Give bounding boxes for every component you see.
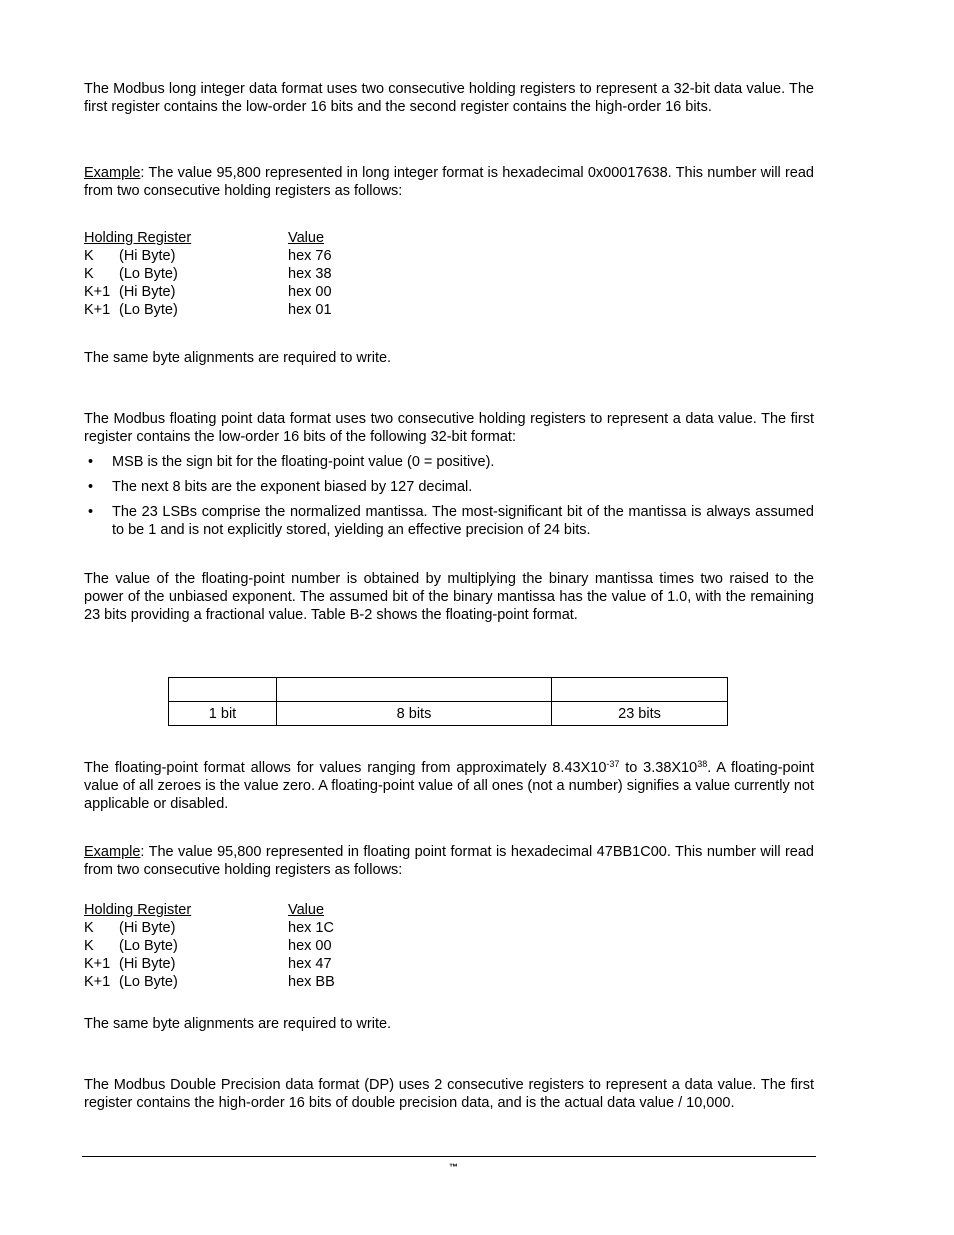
example-text: : The value 95,800 represented in floating point format is hexadecimal 47BB1C00. This number will read from two consecutive holding registers as follows: xyxy=(84,844,814,878)
table-header-cell xyxy=(169,678,277,702)
mantissa-bits-cell: 23 bits xyxy=(552,702,728,726)
floating-point-write-note: The same byte alignments are required to write. xyxy=(84,1016,392,1032)
table-header-cell xyxy=(552,678,728,702)
register-cell: K+1 xyxy=(84,302,111,318)
value-header: Value xyxy=(288,230,325,246)
long-integer-write-note: The same byte alignments are required to write. xyxy=(84,350,392,366)
byte-cell: (Lo Byte) xyxy=(119,974,178,990)
floating-point-range-text xyxy=(84,759,814,813)
trademark-symbol: ™ xyxy=(449,1162,458,1172)
list-item: • The next 8 bits are the exponent biased by 127 decimal. xyxy=(84,478,814,496)
byte-cell: (Hi Byte) xyxy=(119,920,176,936)
range-text-part1: The floating-point format allows for values ranging from approximately 8.43X10 xyxy=(84,760,607,776)
value-header: Value xyxy=(288,902,325,918)
register-cell: K xyxy=(84,248,94,264)
range-exponent-min: -37 xyxy=(606,759,620,769)
value-cell: hex 01 xyxy=(288,302,332,318)
byte-cell: (Hi Byte) xyxy=(119,284,176,300)
byte-cell: (Hi Byte) xyxy=(119,956,176,972)
range-text-part3: . A floating-point value of all zeroes is the value zero. A floating-point value of all ones (not a number) signifies a value currently not applicable or disabled. xyxy=(84,760,814,812)
holding-register-header: Holding Register xyxy=(84,902,192,918)
footer-divider xyxy=(82,1156,816,1157)
range-exponent-max: 38 xyxy=(697,759,708,769)
list-item: • The 23 LSBs comprise the normalized mantissa. The most-significant bit of the mantissa is always assumed to be 1 and is not explicitly stored, yielding an effective precision of 24 bits. xyxy=(84,503,814,539)
floating-point-format-table xyxy=(168,677,728,726)
example-label: Example xyxy=(84,165,141,181)
table-header-row xyxy=(169,678,728,702)
sign-bits-cell: 1 bit xyxy=(169,702,277,726)
byte-cell: (Lo Byte) xyxy=(119,266,178,282)
register-cell: K xyxy=(84,938,94,954)
value-cell: hex 47 xyxy=(288,956,332,972)
value-cell: hex 76 xyxy=(288,248,332,264)
value-cell: hex 38 xyxy=(288,266,332,282)
value-cell: hex 00 xyxy=(288,938,332,954)
floating-point-value-explanation: The value of the floating-point number is obtained by multiplying the binary mantissa times two raised to the power of the unbiased exponent. The assumed bit of the binary mantissa has the value of 1.0, with the remaining 23 bits providing a fractional value. Table B-2 shows the floating-point format. xyxy=(84,571,814,623)
example-label: Example xyxy=(84,844,141,860)
floating-point-intro: The Modbus floating point data format uses two consecutive holding registers to represent a data value. The first register contains the low-order 16 bits of the following 32-bit format: xyxy=(84,411,814,445)
byte-cell: (Hi Byte) xyxy=(119,248,176,264)
byte-cell: (Lo Byte) xyxy=(119,302,178,318)
value-cell: hex 00 xyxy=(288,284,332,300)
value-cell: hex BB xyxy=(288,974,335,990)
list-item: • MSB is the sign bit for the floating-point value (0 = positive). xyxy=(84,453,814,471)
long-integer-intro: The Modbus long integer data format uses two consecutive holding registers to represent a 32-bit data value. The first register contains the low-order 16 bits and the second register contains the high-order 16 bits. xyxy=(84,81,814,115)
table-row xyxy=(169,702,728,726)
floating-point-bullet-list xyxy=(84,453,814,546)
table-header-cell xyxy=(277,678,552,702)
register-cell: K+1 xyxy=(84,284,111,300)
example-text: : The value 95,800 represented in long integer format is hexadecimal 0x00017638. This number will read from two consecutive holding registers as follows: xyxy=(84,165,814,199)
long-integer-example xyxy=(84,164,814,200)
byte-cell: (Lo Byte) xyxy=(119,938,178,954)
double-precision-intro: The Modbus Double Precision data format (DP) uses 2 consecutive registers to represent a data value. The first register contains the high-order 16 bits of double precision data, and is the actual data value / 10,000. xyxy=(84,1077,814,1111)
exponent-bits-cell: 8 bits xyxy=(277,702,552,726)
register-cell: K xyxy=(84,266,94,282)
floating-point-example xyxy=(84,843,814,879)
value-cell: hex 1C xyxy=(288,920,334,936)
range-text-part2: to 3.38X10 xyxy=(619,760,698,776)
register-cell: K+1 xyxy=(84,974,111,990)
holding-register-header: Holding Register xyxy=(84,230,192,246)
register-cell: K+1 xyxy=(84,956,111,972)
register-cell: K xyxy=(84,920,94,936)
